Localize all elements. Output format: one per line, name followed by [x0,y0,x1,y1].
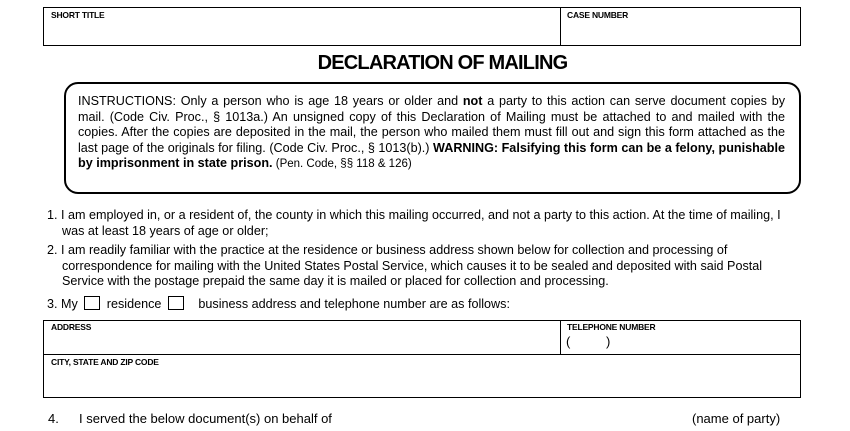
case-number-field[interactable] [563,22,798,43]
telephone-box [560,320,801,355]
case-number-box [560,7,801,46]
page-title: DECLARATION OF MAILING [317,52,568,74]
instructions-not: not [462,94,483,108]
instructions-citation: (Pen. Code, §§ 118 & 126) [272,158,412,171]
item-3 [47,296,767,313]
phone-paren-open: ( [566,334,571,349]
business-checkbox[interactable] [168,296,184,310]
short-title-label: SHORT TITLE [51,10,105,20]
city-state-zip-field[interactable] [46,369,798,395]
item-4-number: 4. [48,411,59,426]
telephone-label: TELEPHONE NUMBER [567,322,656,332]
instructions-box [64,82,801,194]
address-label: ADDRESS [51,322,92,332]
instructions-text-2: a party to this action can serve document copies by mail. (Code Civ. Proc., § 1013a.) An unsigned copy of this Declaration of Mailing must be attached to and mailed with the copies. After the copies are deposited in the mail, the person who mailed them must fill out and sign this form attached as the last page of the originals for filing. (Code Civ. Proc., § 1013(b).) [78,94,785,155]
item-3-suffix: business address and telephone number are as follows: [198,297,510,311]
item-4-party-label: (name of party) [692,411,781,426]
address-box [43,320,561,355]
residence-checkbox[interactable] [84,296,100,310]
city-box [43,354,801,398]
item-1: 1. I am employed in, or a resident of, the county in which this mailing occurred, and not a party to this action. At the time of mailing, I was at least 18 years of age or older; [47,208,781,238]
address-field[interactable] [46,334,558,352]
item-3-prefix: 3. My [47,297,78,311]
case-number-label: CASE NUMBER [567,10,629,20]
item-4 [0,411,850,431]
instructions-warning: WARNING: Falsifying this form can be a felony, punishable by imprisonment in state prison. [78,140,786,171]
city-state-zip-label: CITY, STATE AND ZIP CODE [51,357,159,367]
party-name-field[interactable] [360,411,680,427]
short-title-box [43,7,561,46]
short-title-field[interactable] [46,22,558,43]
item-4-text: I served the below document(s) on behalf of [79,411,332,426]
instructions-text-1: INSTRUCTIONS: Only a person who is age 18 years or older and [78,94,463,108]
phone-paren-close: ) [606,334,611,349]
item-2: 2. I am readily familiar with the practice at the residence or business address shown below for collection and processing of correspondence for mailing with the United States Postal Service, which causes it to be sealed and deposited with said Postal Service with the postage prepaid the same day it is mailed or placed for collection and processing. [47,243,763,289]
telephone-field[interactable] [563,334,798,352]
residence-label: residence [106,297,162,311]
